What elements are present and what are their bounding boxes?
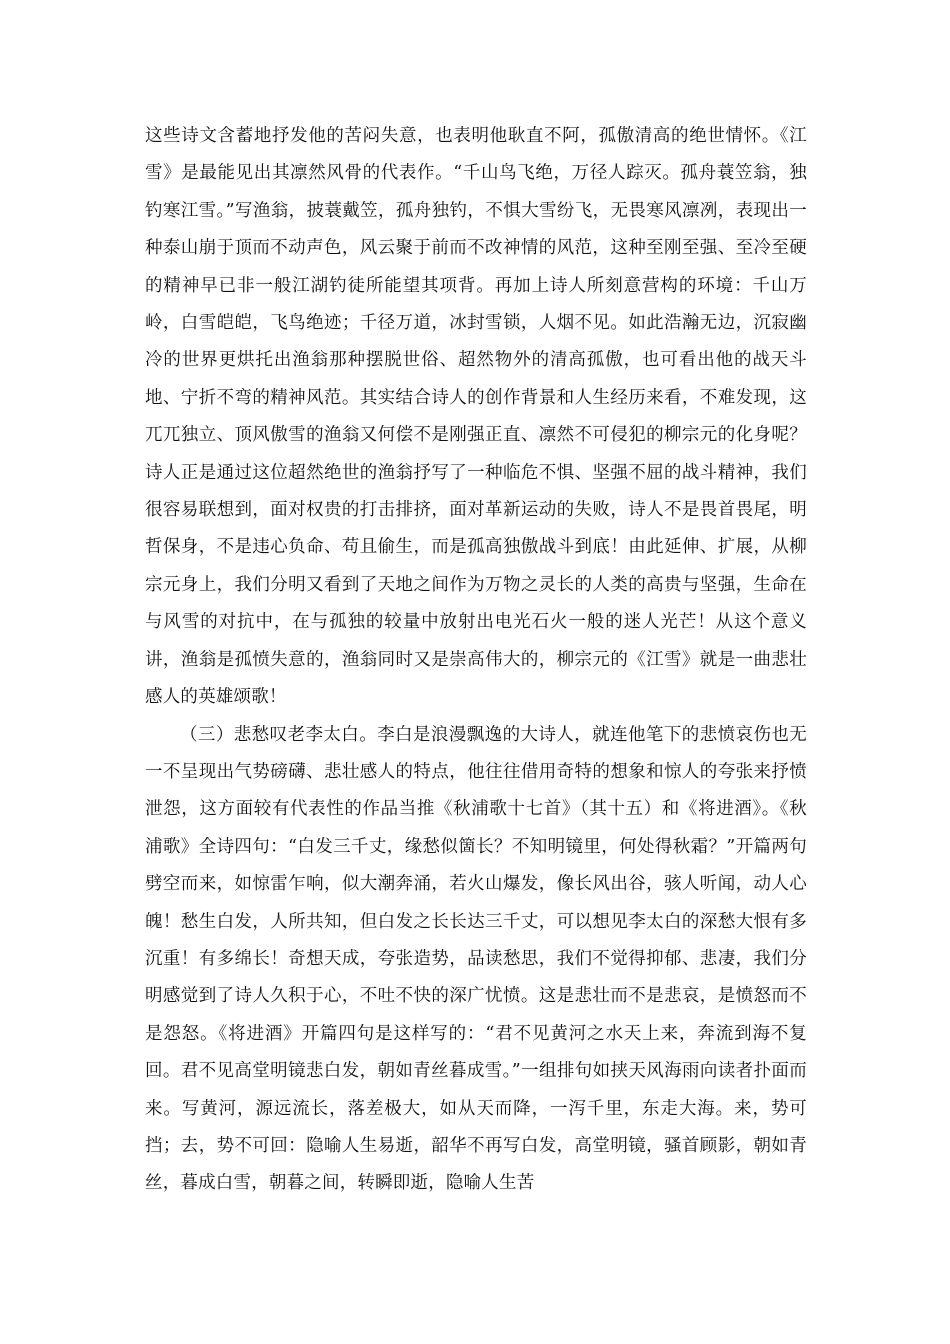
paragraph-jiangxue: 这些诗文含蓄地抒发他的苦闷失意，也表明他耿直不阿，孤傲清高的绝世情怀。《江雪》是最能见出其凛然风骨的代表作。“千山鸟飞绝，万径人踪灭。孤舟蓑笠翁，独钓寒江雪。”写渔翁，披蓑戴笠，孤舟独钓，不惧大雪纷飞，无畏寒风凛冽，表现出一种泰山崩于顶而不动声色，风云聚于前而不改神情的风范，这种至刚至强、至冷至硬的精神早已非一般江湖钓徒所能望其项背。再加上诗人所刻意营构的环境：千山万岭，白雪皑皑，飞鸟绝迹；千径万道，冰封雪锁，人烟不见。如此浩瀚无边，沉寂幽冷的世界更烘托出渔翁那种摆脱世俗、超然物外的清高孤傲，也可看出他的战天斗地、宁折不弯的精神风范。其实结合诗人的创作背景和人生经历来看，不难发现，这兀兀独立、顶风傲雪的渔翁又何偿不是刚强正直、凛然不可侵犯的柳宗元的化身呢？诗人正是通过这位超然绝世的渔翁抒写了一种临危不惧、坚强不屈的战斗精神，我们很容易联想到，面对权贵的打击排挤，面对革新运动的失败，诗人不是畏首畏尾，明哲保身，不是违心负命、苟且偷生，而是孤高独傲战斗到底！由此延伸、扩展，从柳宗元身上，我们分明又看到了天地之间作为万物之灵长的人类的高贵与坚强，生命在与风雪的对抗中，在与孤独的较量中放射出电光石火一般的迷人光芒！从这个意义讲，渔翁是孤愤失意的，渔翁同时又是崇高伟大的，柳宗元的《江雪》就是一曲悲壮感人的英雄颂歌！	[145, 126, 807, 708]
document-body	[145, 118, 807, 1203]
paragraph-li-taibai: （三）悲愁叹老李太白。李白是浪漫飘逸的大诗人，就连他笔下的悲愤哀伤也无一不呈现出气势磅礴、悲壮感人的特点，他往往借用奇特的想象和惊人的夸张来抒愤泄怨，这方面较有代表性的作品当推《秋浦歌十七首》（其十五）和《将进酒》。《秋浦歌》全诗四句：“白发三千丈，缘愁似箇长？不知明镜里，何处得秋霜？”开篇两句劈空而来，如惊雷乍响，似大潮奔涌，若火山爆发，像长风出谷，骇人听闻，动人心魄！愁生白发，人所共知，但白发之长长达三千丈，可以想见李太白的深愁大恨有多沉重！有多绵长！奇想天成，夸张造势，品读愁思，我们不觉得抑郁、悲凄，我们分明感觉到了诗人久积于心，不吐不快的深广忧愤。这是悲壮而不是悲哀，是愤怒而不是怨怒。《将进酒》开篇四句是这样写的：“君不见黄河之水天上来，奔流到海不复回。君不见高堂明镜悲白发，朝如青丝暮成雪。”一组排句如挟天风海雨向读者扑面而来。写黄河，源远流长，落差极大，如从天而降，一泻千里，东走大海。来，势可挡；去，势不可回：隐喻人生易逝，韶华不再写白发，高堂明镜，骚首顾影，朝如青丝，暮成白雪，朝暮之间，转瞬即逝，隐喻人生苦	[145, 724, 807, 1194]
